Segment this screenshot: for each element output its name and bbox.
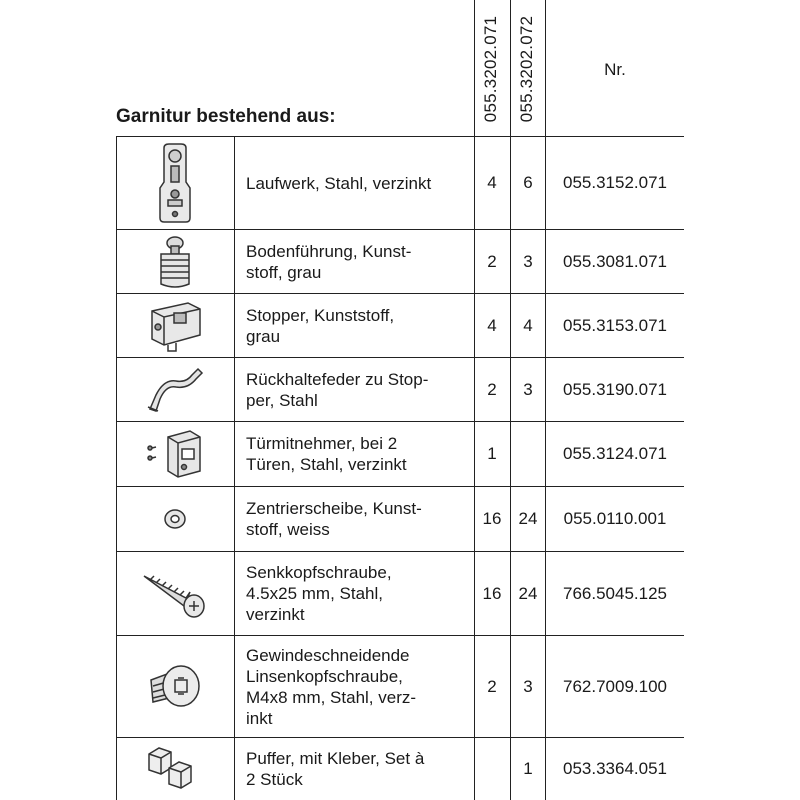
column-header-set-b <box>510 6 544 132</box>
row-4-description: Rückhaltefeder zu Stop- per, Stahl <box>246 369 429 410</box>
row-9-count-a <box>475 738 509 800</box>
row-4-part-number: 055.3190.071 <box>563 379 667 399</box>
door-driver-icon <box>116 422 234 486</box>
row-2-count-a: 2 <box>487 251 497 271</box>
row-3-count-a: 4 <box>487 315 497 335</box>
row-7-description: Senkkopfschraube, 4.5x25 mm, Stahl, verzinkt <box>246 563 392 624</box>
row-1-count-a: 4 <box>487 173 497 192</box>
column-header-nr: Nr. <box>604 60 626 79</box>
column-divider <box>234 136 235 800</box>
row-8-count-a: 2 <box>487 676 497 696</box>
pan-head-screw-icon <box>116 636 234 737</box>
row-8-part-number: 762.7009.100 <box>563 676 667 696</box>
countersunk-screw-icon <box>116 552 234 635</box>
row-1-count-b: 6 <box>523 173 533 192</box>
centering-washer-icon <box>116 487 234 551</box>
row-8-count-b: 3 <box>523 676 533 696</box>
row-2-count-b: 3 <box>523 251 533 271</box>
row-9-description: Puffer, mit Kleber, Set à 2 Stück <box>246 749 425 789</box>
roller-carriage-icon <box>116 137 234 229</box>
row-5-count-a: 1 <box>487 444 497 463</box>
row-6-count-a: 16 <box>482 509 502 528</box>
row-5-part-number: 055.3124.071 <box>563 444 667 463</box>
row-1-description: Laufwerk, Stahl, verzinkt <box>246 173 432 193</box>
row-3-description: Stopper, Kunststoff, grau <box>246 305 395 346</box>
floor-guide-icon <box>116 230 234 293</box>
column-header-set-b-label: 055.3202.072 <box>517 15 536 123</box>
row-2-part-number: 055.3081.071 <box>563 251 667 271</box>
row-7-count-a: 16 <box>482 583 502 603</box>
row-3-part-number: 055.3153.071 <box>563 315 667 335</box>
row-4-count-b: 3 <box>523 379 533 399</box>
column-header-set-a-label: 055.3202.071 <box>481 15 500 123</box>
row-3-count-b: 4 <box>523 315 533 335</box>
row-9-count-b: 1 <box>523 759 533 778</box>
row-5-count-b <box>511 422 545 486</box>
row-2-description: Bodenführung, Kunst- stoff, grau <box>246 241 412 282</box>
retaining-spring-icon <box>116 358 234 421</box>
stopper-icon <box>116 294 234 357</box>
row-6-count-b: 24 <box>518 509 538 528</box>
row-5-description: Türmitnehmer, bei 2 Türen, Stahl, verzinkt <box>246 434 407 474</box>
row-1-part-number: 055.3152.071 <box>563 173 667 192</box>
column-header-set-a <box>474 6 508 132</box>
row-7-part-number: 766.5045.125 <box>563 583 667 603</box>
buffer-cubes-icon <box>116 738 234 800</box>
row-7-count-b: 24 <box>518 583 538 603</box>
row-9-part-number: 053.3364.051 <box>563 759 667 778</box>
row-6-description: Zentrierscheibe, Kunst- stoff, weiss <box>246 499 422 539</box>
row-4-count-a: 2 <box>487 379 497 399</box>
row-6-part-number: 055.0110.001 <box>563 509 667 528</box>
table-title: Garnitur bestehend aus: <box>116 106 336 127</box>
row-8-description: Gewindeschneidende Linsenkopfschraube, M4x8 mm, Stahl, verz- inkt <box>246 645 417 728</box>
